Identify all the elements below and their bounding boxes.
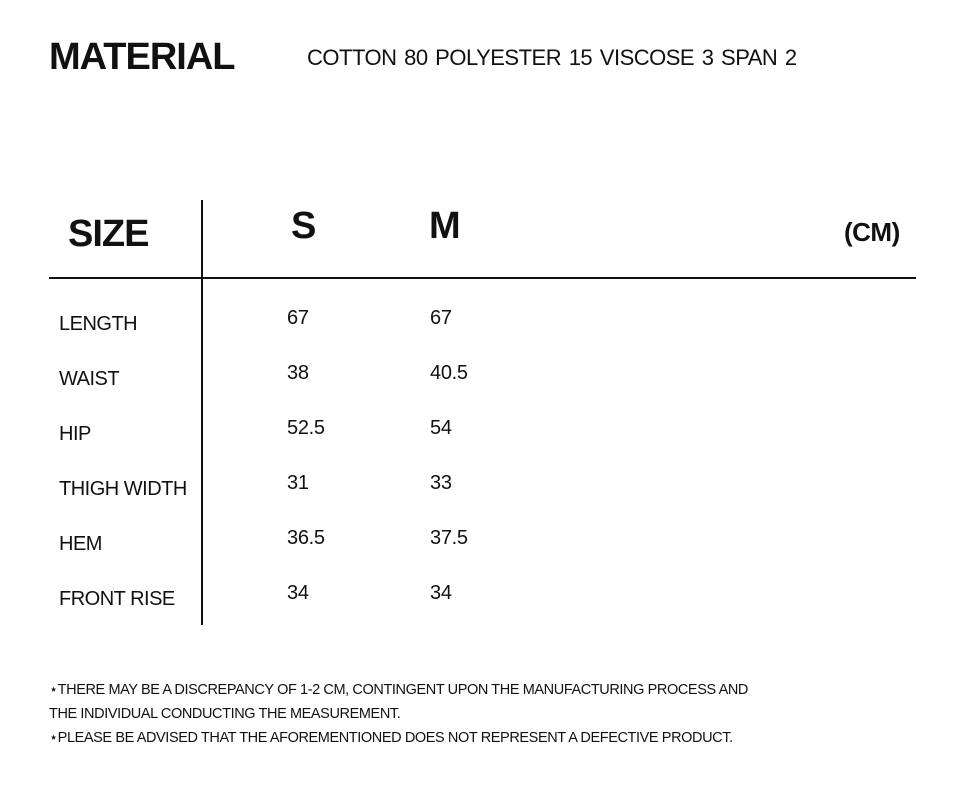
disclaimer-notes <box>49 678 748 750</box>
note-line: ⋆THERE MAY BE A DISCREPANCY OF 1-2 CM, CONTINGENT UPON THE MANUFACTURING PROCESS AND <box>49 682 748 698</box>
value-m: 40.5 <box>430 362 468 384</box>
table-row <box>0 362 970 392</box>
value-s: 38 <box>287 362 309 384</box>
value-s: 34 <box>287 582 309 604</box>
note-line: ⋆PLEASE BE ADVISED THAT THE AFOREMENTIONED DOES NOT REPRESENT A DEFECTIVE PRODUCT. <box>49 730 733 746</box>
value-m: 34 <box>430 582 452 604</box>
value-m: 33 <box>430 472 452 494</box>
value-s: 36.5 <box>287 527 325 549</box>
unit-label: (CM) <box>844 217 900 247</box>
column-header-s: S <box>291 205 317 247</box>
row-label-hem: HEM <box>59 533 102 555</box>
value-s: 67 <box>287 307 309 329</box>
row-label-waist: WAIST <box>59 368 120 390</box>
material-title: MATERIAL <box>49 36 235 78</box>
row-label-hip: HIP <box>59 423 91 445</box>
column-header-m: M <box>429 205 461 247</box>
value-m: 54 <box>430 417 452 439</box>
material-composition: COTTON 80 POLYESTER 15 VISCOSE 3 SPAN 2 <box>307 45 797 70</box>
row-label-length: LENGTH <box>59 313 138 335</box>
table-row <box>0 472 970 502</box>
size-header: SIZE <box>68 213 149 255</box>
table-row <box>0 417 970 447</box>
table-row <box>0 527 970 557</box>
value-s: 52.5 <box>287 417 325 439</box>
table-row <box>0 307 970 337</box>
value-m: 67 <box>430 307 452 329</box>
row-label-thigh-width: THIGH WIDTH <box>59 478 187 500</box>
table-horizontal-divider <box>49 277 916 279</box>
row-label-front-rise: FRONT RISE <box>59 588 175 610</box>
note-line: THE INDIVIDUAL CONDUCTING THE MEASUREMENT. <box>49 706 401 722</box>
table-row <box>0 582 970 612</box>
value-s: 31 <box>287 472 309 494</box>
table-vertical-divider <box>201 200 203 625</box>
value-m: 37.5 <box>430 527 468 549</box>
